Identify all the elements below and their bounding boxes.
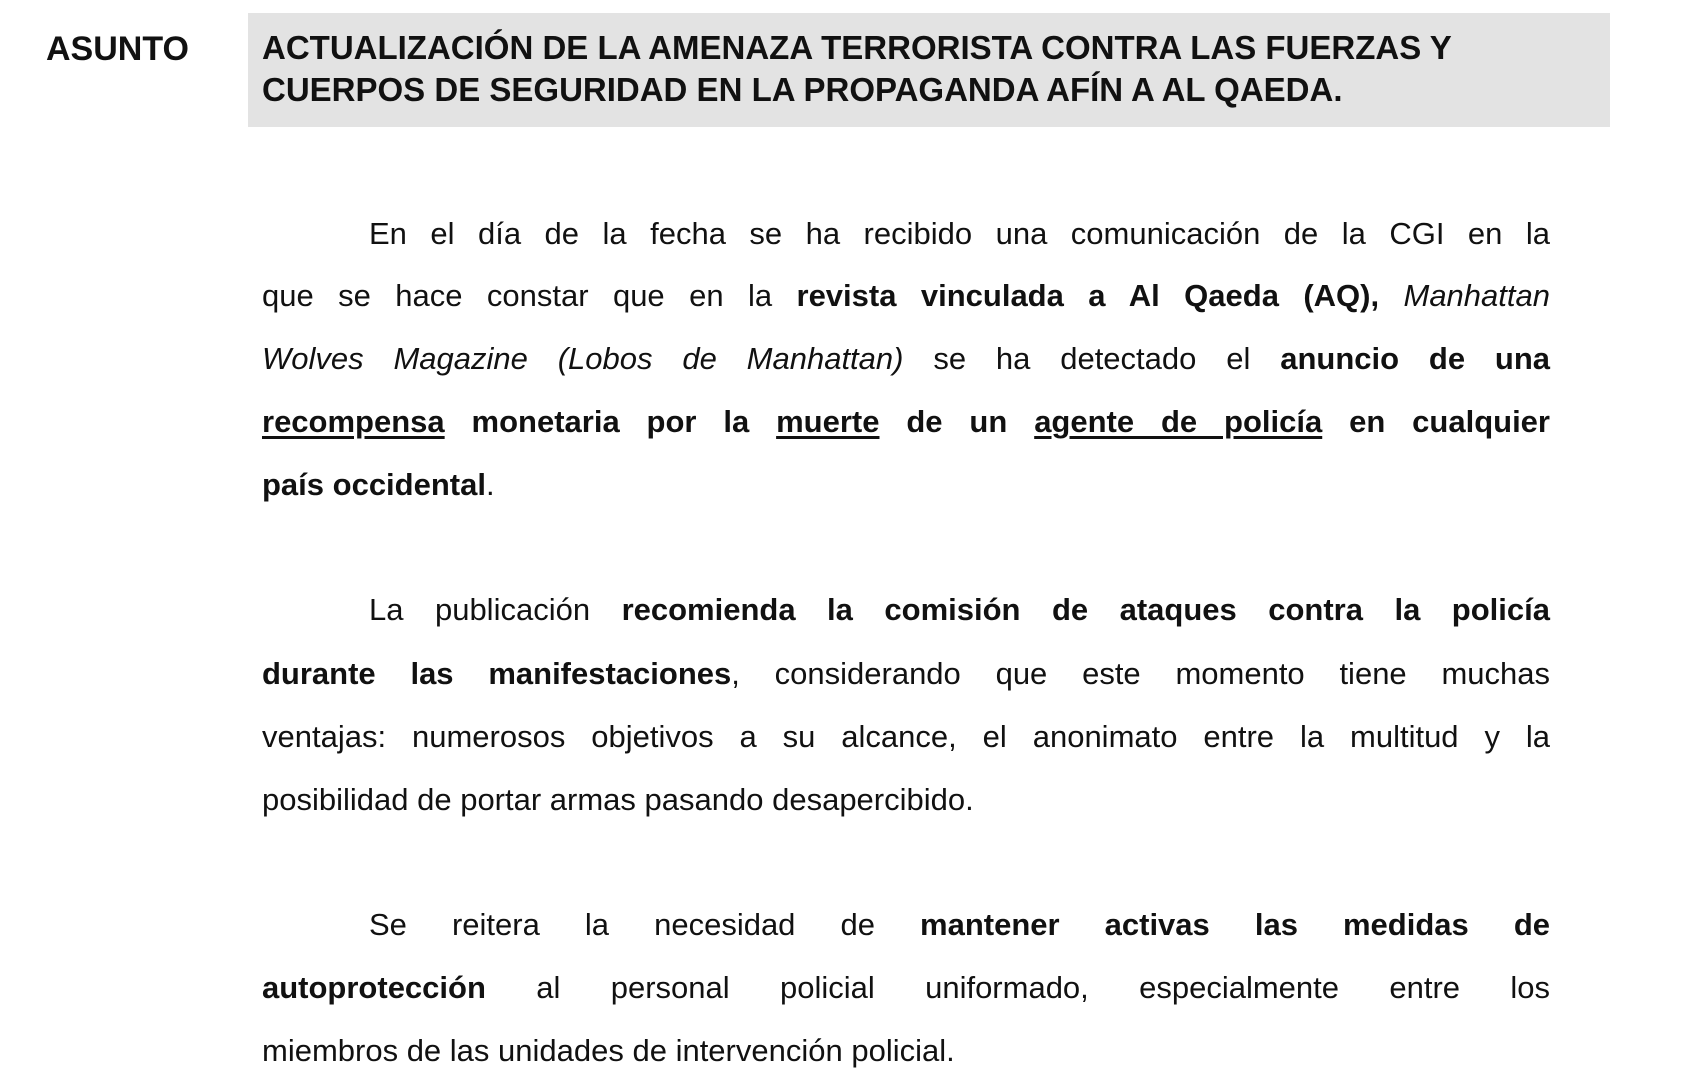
text-line: En el día de la fecha se ha recibido una comunicación de la CGI en la xyxy=(369,216,1550,251)
text: Se reitera la necesidad de xyxy=(369,907,921,942)
bold-text: de un xyxy=(879,404,1035,439)
subject-box xyxy=(248,13,1610,127)
text: al personal policial uniformado, especialmente entre los xyxy=(485,970,1550,1005)
text-line xyxy=(262,341,1550,377)
subject-line-1: ACTUALIZACIÓN DE LA AMENAZA TERRORISTA CONTRA LAS FUERZAS Y xyxy=(262,29,1452,66)
text: , considerando que este momento tiene muchas xyxy=(731,656,1550,691)
bold-text: autoprotección xyxy=(262,970,486,1005)
bold-text: anuncio de una xyxy=(1280,341,1551,376)
text: se ha detectado el xyxy=(903,341,1281,376)
text: . xyxy=(485,467,495,502)
underlined-bold-text: muerte xyxy=(776,404,880,439)
text-line xyxy=(262,404,1550,440)
subject-label: ASUNTO xyxy=(46,30,189,68)
text-line xyxy=(262,656,1550,692)
text-line xyxy=(262,970,1550,1006)
text-line: posibilidad de portar armas pasando desapercibido. xyxy=(262,782,974,817)
text-line: ventajas: numerosos objetivos a su alcance, el anonimato entre la multitud y la xyxy=(262,719,1550,754)
text-line: miembros de las unidades de intervención policial. xyxy=(262,1033,955,1068)
bold-text: monetaria por la xyxy=(444,404,777,439)
bold-text: país occidental xyxy=(262,467,486,502)
italic-text: Wolves Magazine (Lobos de Manhattan) xyxy=(262,341,904,376)
text-line xyxy=(369,592,1550,628)
underlined-bold-text: agente de policía xyxy=(1034,404,1323,439)
bold-text: durante las manifestaciones xyxy=(262,656,732,691)
bold-text: mantener activas las medidas de xyxy=(920,907,1550,942)
text-line xyxy=(262,278,1550,314)
text: La publicación xyxy=(369,592,622,627)
italic-text: Manhattan xyxy=(1379,278,1550,313)
bold-text: revista vinculada a Al Qaeda (AQ), xyxy=(796,278,1380,313)
underlined-bold-text: recompensa xyxy=(262,404,445,439)
text-line xyxy=(262,467,1550,503)
text: que se hace constar que en la xyxy=(262,278,797,313)
subject-line-2: CUERPOS DE SEGURIDAD EN LA PROPAGANDA AFÍN A AL QAEDA. xyxy=(262,71,1343,108)
bold-text: en cualquier xyxy=(1322,404,1550,439)
text-line xyxy=(369,907,1550,943)
bold-text: recomienda la comisión de ataques contra la policía xyxy=(621,592,1550,627)
